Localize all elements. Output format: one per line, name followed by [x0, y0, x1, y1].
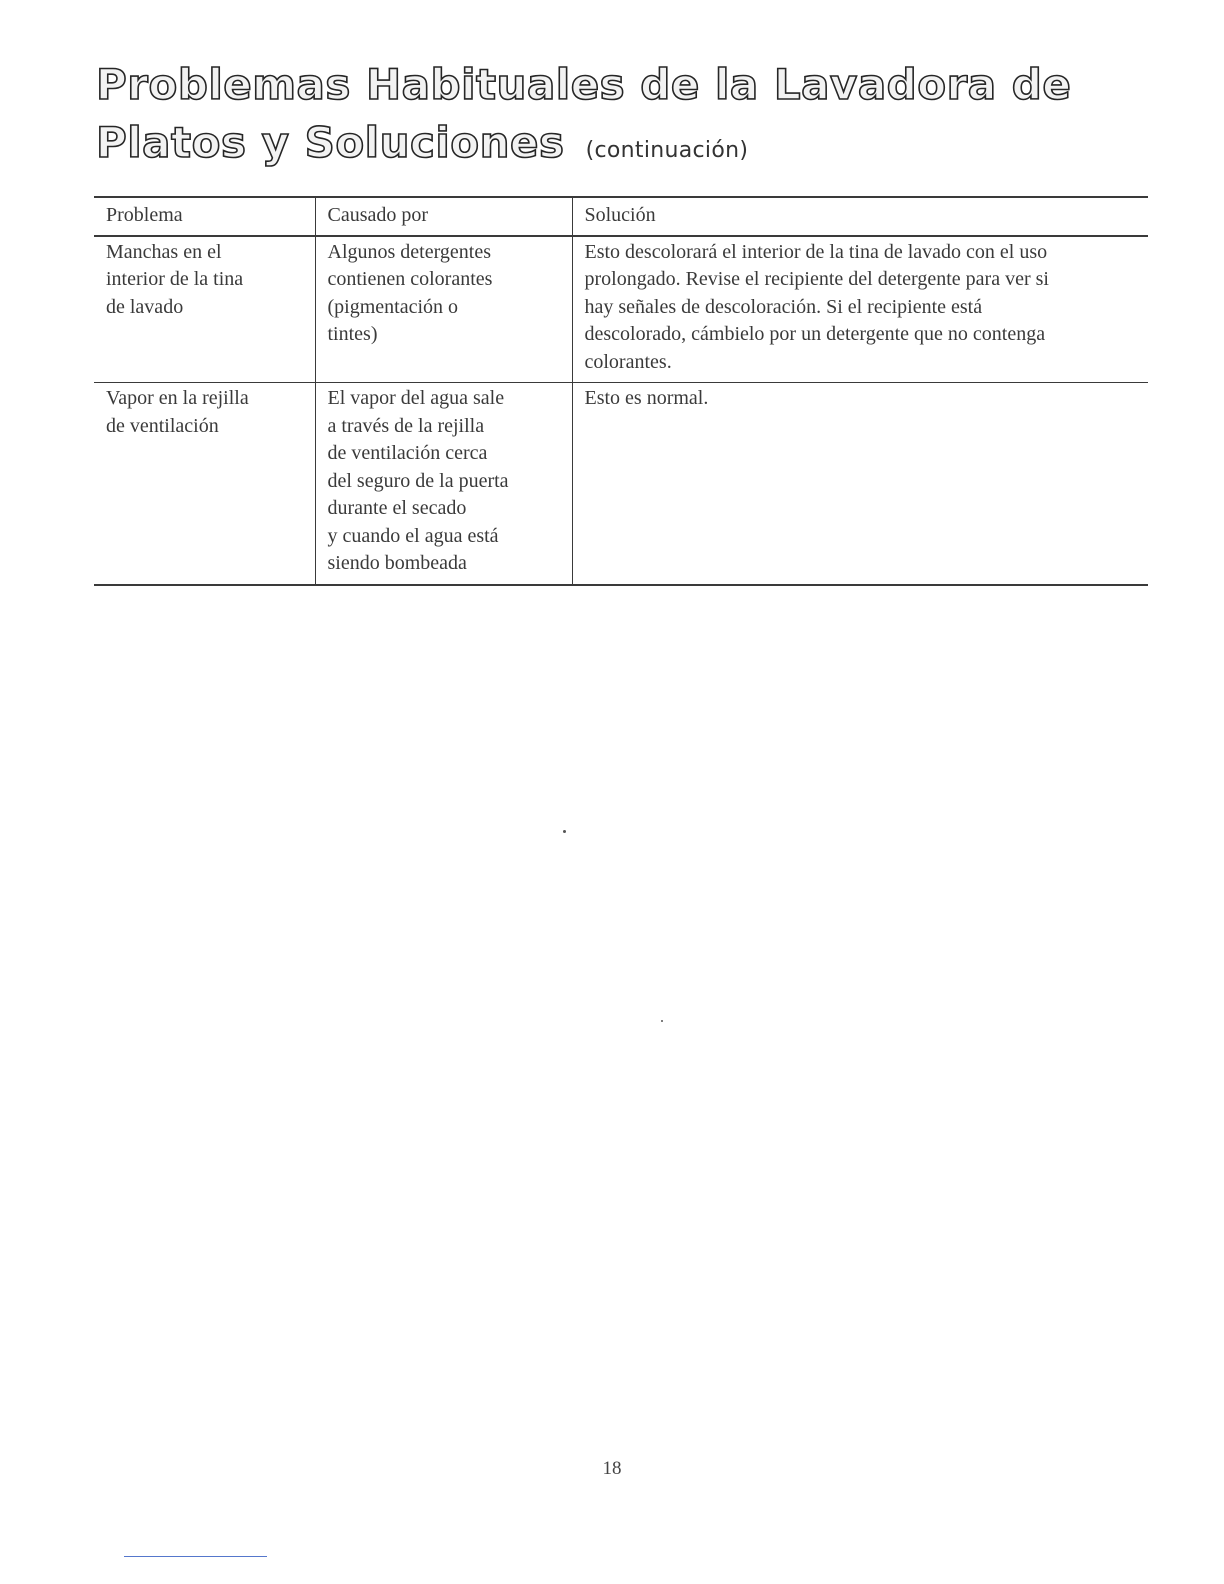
table-row — [94, 236, 1148, 383]
cell-line: siendo bombeada — [327, 552, 467, 574]
cell-line: de lavado — [106, 295, 184, 318]
cell-line: Vapor en la rejilla — [106, 387, 249, 409]
cell-line: hay señales de descoloración. Si el recipiente está — [584, 295, 983, 318]
problem-cell — [94, 236, 315, 383]
column-header-solution: Solución — [572, 197, 1148, 236]
cell-line: Manchas en el — [106, 240, 222, 263]
column-header-cause: Causado por — [315, 197, 572, 236]
cell-line: tintes) — [327, 323, 378, 345]
scan-speck — [661, 1020, 663, 1022]
table-row — [94, 383, 1148, 585]
solution-cell — [572, 383, 1148, 585]
page-number: 18 — [602, 1458, 622, 1479]
cell-line: prolongado. Revise el recipiente del detergente para ver si — [584, 268, 1049, 290]
cell-line: colorantes. — [584, 350, 672, 373]
cell-line: Algunos detergentes — [327, 240, 491, 263]
cell-line: (pigmentación o — [327, 295, 459, 318]
cell-line: descolorado, cámbielo por un detergente que no contenga — [584, 323, 1046, 345]
column-header-problem: Problema — [94, 197, 315, 236]
cause-cell — [315, 383, 572, 585]
cell-line: a través de la rejilla — [327, 414, 485, 437]
troubleshooting-table — [94, 196, 1148, 586]
cell-line: El vapor del agua sale — [327, 387, 505, 409]
cell-line: Esto descolorará el interior de la tina de lavado con el uso — [584, 240, 1048, 263]
cell-line: de ventilación — [106, 414, 219, 437]
footer-rule — [124, 1556, 267, 1557]
page-title — [96, 56, 1136, 180]
cell-line: y cuando el agua está — [327, 524, 499, 547]
page-subtitle: (continuación) — [585, 138, 749, 163]
cell-line: interior de la tina — [106, 268, 244, 290]
page-title-text: Problemas Habituales de la Lavadora de Platos y Soluciones — [96, 60, 1072, 167]
scan-speck — [563, 830, 566, 833]
cell-line: del seguro de la puerta — [327, 469, 509, 492]
problem-cell — [94, 383, 315, 585]
cell-line: contienen colorantes — [327, 268, 493, 290]
cause-cell — [315, 236, 572, 383]
cell-line: Esto es normal. — [584, 387, 709, 409]
cell-line: de ventilación cerca — [327, 442, 488, 464]
table-header-row — [94, 197, 1148, 236]
cell-line: durante el secado — [327, 497, 467, 519]
solution-cell — [572, 236, 1148, 383]
